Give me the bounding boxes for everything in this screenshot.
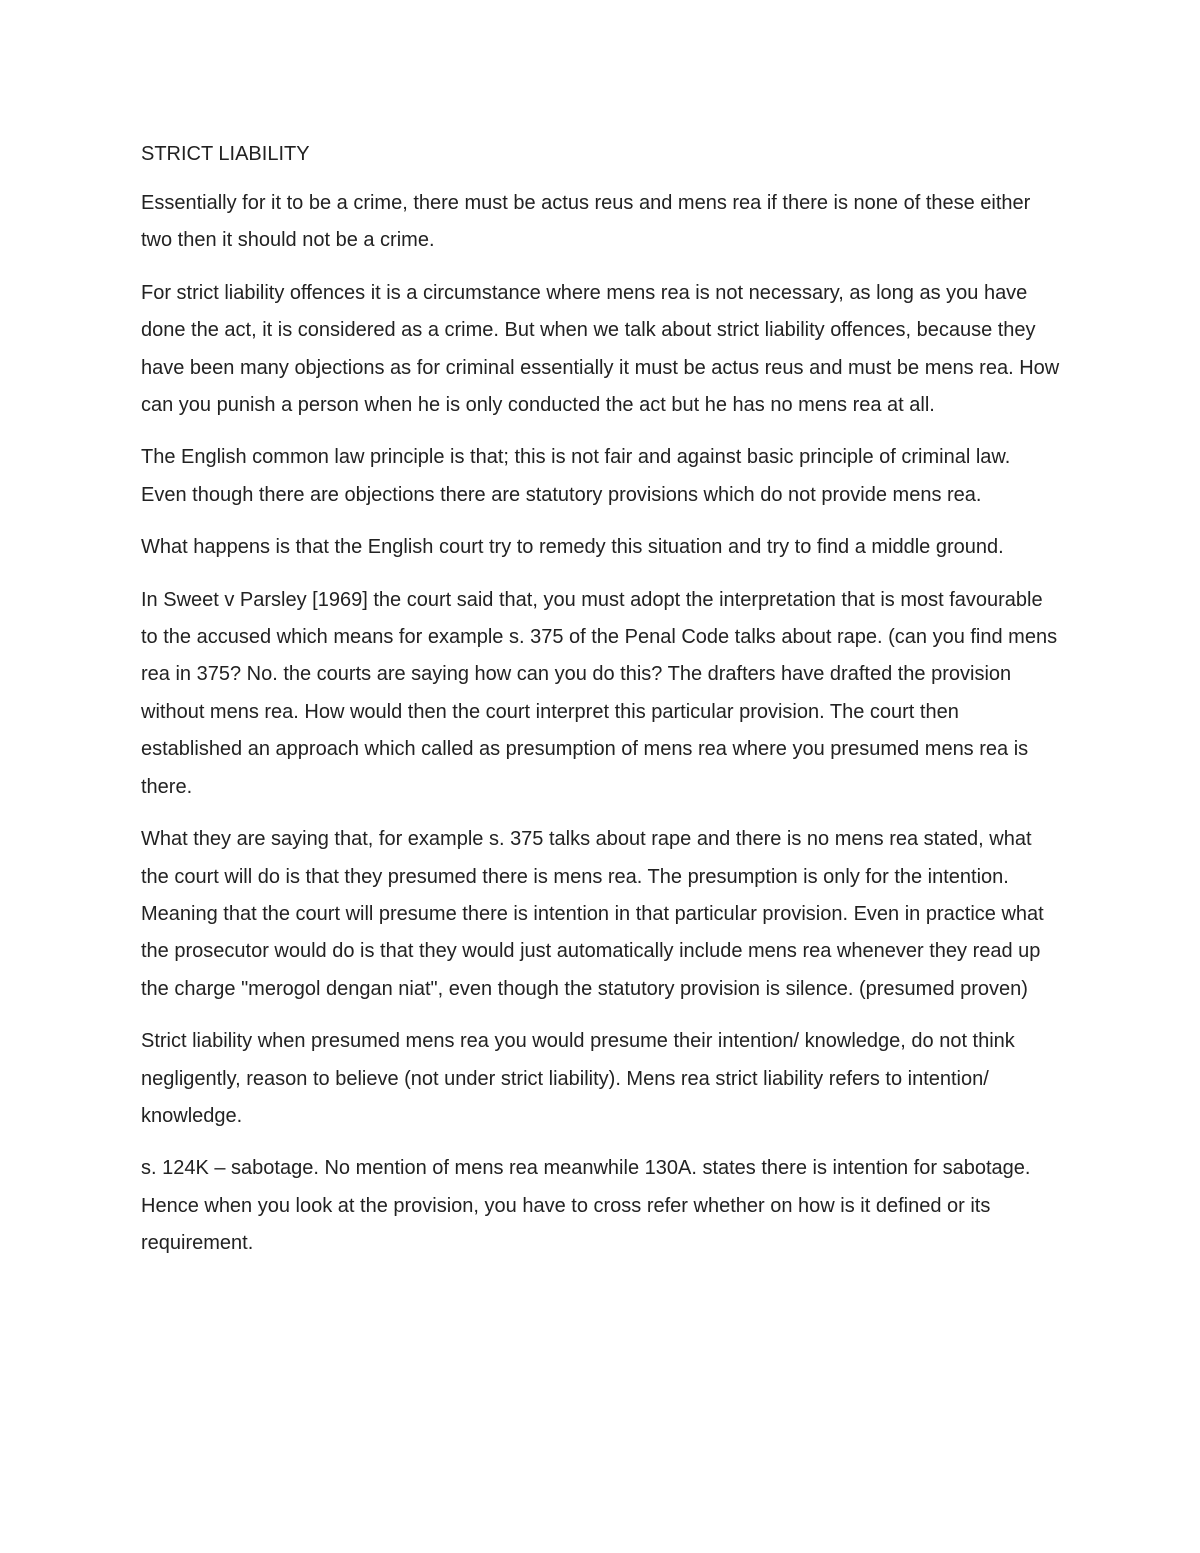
paragraph-3: The English common law principle is that; this is not fair and against basic principle of criminal law. Even though there are objections there are statutory provisions which do not provide mens rea. bbox=[141, 446, 1011, 506]
document-title: STRICT LIABILITY bbox=[141, 143, 310, 165]
paragraph-5: In Sweet v Parsley [1969] the court said that, you must adopt the interpretation that is most favourable to the accused which means for example s. 375 of the Penal Code talks about rape. (can you find mens rea in 375? No. the courts are saying how can you do this? The drafters have drafted the provision without mens rea. How would then the court interpret this particular provision. The court then established an approach which called as presumption of mens rea where you presumed mens rea is there. bbox=[141, 588, 1058, 798]
paragraph-2: For strict liability offences it is a circumstance where mens rea is not necessary, as long as you have done the act, it is considered as a crime. But when we talk about strict liability offences, because they have been many objections as for criminal essentially it must be actus reus and must be mens rea. How can you punish a person when he is only conducted the act but he has no mens rea at all. bbox=[141, 281, 1060, 417]
document-page bbox=[141, 138, 1061, 1278]
paragraph-8: s. 124K – sabotage. No mention of mens rea meanwhile 130A. states there is intention for sabotage. Hence when you look at the provision, you have to cross refer whether on how is it defined or its requirement. bbox=[141, 1157, 1031, 1255]
paragraph-4: What happens is that the English court try to remedy this situation and try to find a middle ground. bbox=[141, 536, 1004, 559]
paragraph-6: What they are saying that, for example s. 375 talks about rape and there is no mens rea stated, what the court will do is that they presumed there is mens rea. The presumption is only for the intention. Meaning that the court will presume there is intention in that particular provision. Even in practice what the prosecutor would do is that they would just automatically include mens rea whenever they read up the charge "merogol dengan niat", even though the statutory provision is silence. (presumed proven) bbox=[141, 828, 1044, 1000]
paragraph-7: Strict liability when presumed mens rea you would presume their intention/ knowledge, do not think negligently, reason to believe (not under strict liability). Mens rea strict liability refers to intention/ knowledge. bbox=[141, 1030, 1015, 1127]
paragraph-1: Essentially for it to be a crime, there must be actus reus and mens rea if there is none of these either two then it should not be a crime. bbox=[141, 192, 1031, 252]
